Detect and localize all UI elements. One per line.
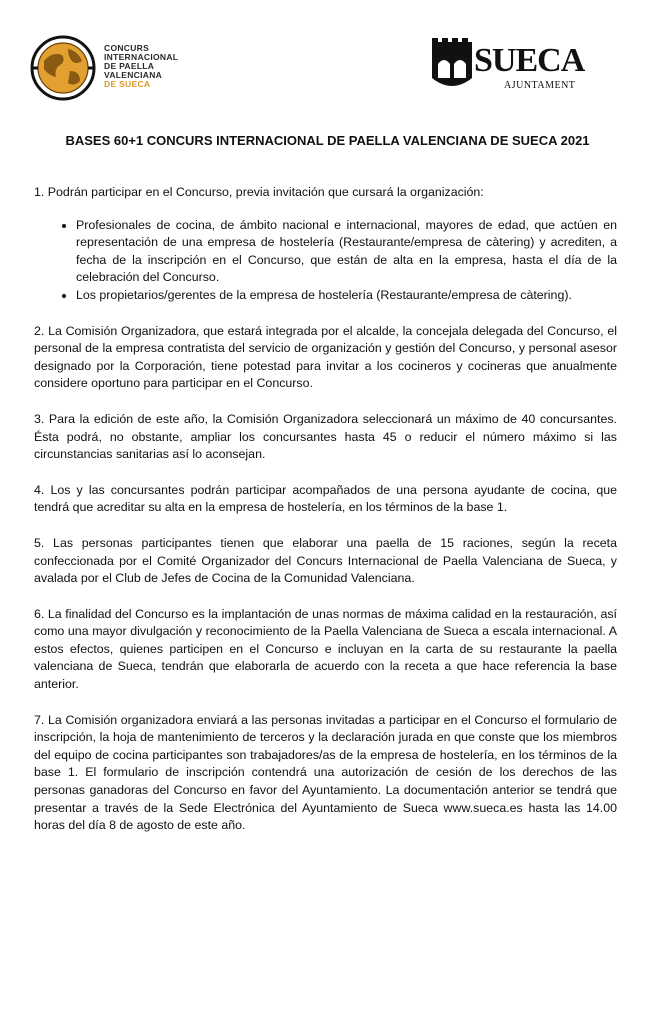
logo-line-1: CONCURS — [104, 43, 150, 53]
sueca-logo-name: SUECA — [474, 42, 585, 79]
logo-line-4: VALENCIANA — [104, 70, 163, 80]
paragraph-2: 2. La Comisión Organizadora, que estará integrada por el alcalde, la concejala delegada del Concurso, el personal de la empresa contratista del servicio de organización y gestión del Concurso, y personal asesor designado por la Corporación, tiene potestad para invitar a los cocineros y cocineras que anualmente considere oportuno para participar en el Concurso. — [34, 323, 617, 391]
document-body — [34, 184, 617, 835]
document-title: BASES 60+1 CONCURS INTERNACIONAL DE PAELLA VALENCIANA DE SUECA 2021 — [65, 133, 590, 148]
paragraph-1: 1. Podrán participar en el Concurso, previa invitación que cursará la organización: — [34, 185, 484, 199]
bullet-item-2: • Los propietarios/gerentes de la empresa de hostelería (Restaurante/empresa de càtering). — [76, 287, 617, 305]
logo-line-3: DE PAELLA — [104, 61, 155, 71]
paragraph-4: 4. Los y las concursantes podrán participar acompañados de una persona ayudante de cocina, que tendrá que acreditar su alta en la empresa de hostelería, en los términos de la base 1. — [34, 482, 617, 515]
paragraph-6: 6. La finalidad del Concurso es la implantación de unas normas de máxima calidad en la restauración, así como una mayor divulgación y reconocimiento de la Paella Valenciana de Sueca a escala internacional. A estos efectos, quienes participen en el Concurso e incluyan en la carta de su restaurante la paella valenciana de Sueca, tendrán que elaborarla de acuerdo con la receta a que hace referencia la base anterior. — [34, 606, 617, 692]
paragraph-5: 5. Las personas participantes tienen que elaborar una paella de 15 raciones, según la receta confeccionada por el Comité Organizador del Concurs Internacional de Paella Valenciana de Sueca, y avalada por el Club de Jefes de Cocina de la Comunidad Valenciana. — [34, 535, 617, 586]
document-header — [0, 0, 651, 110]
logo-line-5: DE SUECA — [104, 79, 151, 89]
bullet-item-1: • Profesionales de cocina, de ámbito nacional e internacional, mayores de edad, que actúen en representación de una empresa de hostelería (Restaurante/empresa de càtering) y acrediten, a fecha de la inscripción en el Concurso, que están de alta en la empresa, hasta el día de la celebración del Concurso. — [76, 217, 617, 287]
paragraph-3: 3. Para la edición de este año, la Comisión Organizadora seleccionará un máximo de 40 concursantes. Ésta podrá, no obstante, ampliar los concursantes hasta 45 o reducir el número máximo si las circunstancias sanitarias así lo aconsejan. — [34, 411, 617, 462]
logo-line-2: INTERNACIONAL — [104, 52, 179, 62]
paragraph-7: 7. La Comisión organizadora enviará a las personas invitadas a participar en el Concurso el formulario de inscripción, la hoja de mantenimiento de terceros y la declaración jurada en que conste que los miembros del equipo de cocina participantes son trabajadores/as de la empresa de hostelería, en los términos de la base 1. El formulario de inscripción contendrá una autorización de cesión de los derechos de las personas ganadoras del Concurso en favor del Ayuntamiento. La documentación anterior se tendrá que presentar a través de la Sede Electrónica del Ayuntamiento de Sueca www.sueca.es hasta las 14.00 horas del día 8 de agosto de este año. — [34, 712, 617, 833]
globe-paella-icon — [30, 35, 96, 101]
bullet-list — [34, 217, 617, 305]
ajuntament-label: AJUNTAMENT — [504, 80, 576, 91]
contest-logo-text — [104, 44, 178, 89]
